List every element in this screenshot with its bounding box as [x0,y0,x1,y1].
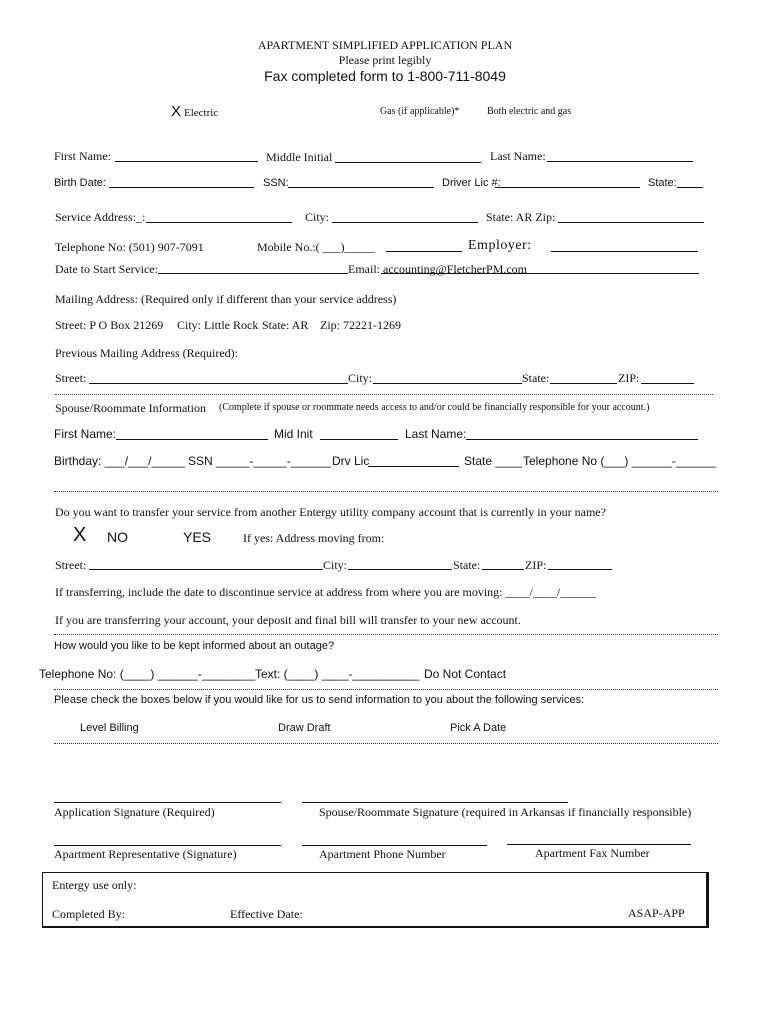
transfer-no-check-mark[interactable]: X [73,524,87,546]
employer-label: Employer: [468,238,532,253]
application-signature-line[interactable] [54,802,281,803]
effective-date-label: Effective Date: [230,907,303,921]
transfer-state-field[interactable] [482,569,524,570]
fax-instruction: Fax completed form to 1-800-711-8049 [264,68,506,84]
prev-zip-field[interactable] [641,383,694,384]
previous-mailing-heading: Previous Mailing Address (Required): [55,346,238,360]
prev-city-label: City: [348,371,373,385]
electric-option-label: Electric [184,107,219,119]
service-address-field[interactable] [146,222,292,223]
driver-lic-field[interactable] [495,187,640,188]
mailing-state: State: AR [262,318,309,332]
driver-lic-label: Driver Lic #: [442,177,501,189]
transfer-state-label: State: [453,558,481,572]
transfer-city-label: City: [323,558,348,572]
outage-do-not-contact-option[interactable]: Do Not Contact [424,667,507,681]
mobile-label: Mobile No.:( ___)_____ [257,240,375,254]
prev-state-label: State: [522,371,550,385]
transfer-discontinue-date[interactable]: If transferring, include the date to discontinue service at address from where you are moving: ____/____/______ [55,585,597,599]
draw-draft-option[interactable]: Draw Draft [278,722,331,734]
prev-zip-label: ZIP: [618,371,640,385]
service-address-label: Service Address:_: [55,210,146,224]
electric-check-mark[interactable]: X [171,103,182,120]
spouse-telephone[interactable]: Telephone No (___) ______-______ [523,454,716,468]
transfer-deposit-note: If you are transferring your account, your deposit and final bill will transfer to your new account. [55,613,521,627]
spouse-mid-init-label: Mid Init [274,427,313,441]
apartment-fax-label: Apartment Fax Number [535,846,650,860]
application-signature-label: Application Signature (Required) [54,805,215,819]
state-zip-label: State: AR Zip: [486,210,556,224]
employer-field[interactable] [551,251,698,252]
apartment-phone-line[interactable] [302,845,487,846]
spouse-state[interactable]: State ____ [464,454,523,468]
outage-question: How would you like to be kept informed about an outage? [54,640,335,652]
level-billing-option[interactable]: Level Billing [80,722,139,734]
section-divider [55,394,713,395]
start-service-field[interactable] [158,273,348,274]
ssn-field[interactable] [288,187,434,188]
section-divider [54,689,718,690]
spouse-birthday[interactable]: Birthday: ___/___/_____ [54,454,185,468]
email-value: accounting@FletcherPM.com [383,262,528,276]
telephone-value: Telephone No: (501) 907-7091 [55,240,204,254]
city-label: City: [305,210,330,224]
gas-option-label: Gas (if applicable)* [380,106,460,117]
prev-city-field[interactable] [373,383,522,384]
transfer-no-label: NO [107,529,128,545]
spouse-signature-label: Spouse/Roommate Signature (required in Arkansas if financially responsible) [319,805,692,819]
transfer-if-yes-label: If yes: Address moving from: [243,531,385,545]
spouse-first-name-label: First Name: [54,427,117,441]
dl-state-label: State: [648,177,677,189]
form-title: APARTMENT SIMPLIFIED APPLICATION PLAN [257,38,513,52]
dl-state-field[interactable] [677,187,703,188]
first-name-field[interactable] [115,161,258,162]
start-service-label: Date to Start Service: [55,262,158,276]
section-divider [54,491,718,492]
box-border-accent [706,872,708,928]
spouse-last-name-field[interactable] [466,439,698,440]
box-border-accent [42,926,708,928]
zip-field[interactable] [558,222,704,223]
form-subtitle: Please print legibly [338,53,432,67]
first-name-label: First Name: [54,149,111,163]
both-option-label: Both electric and gas [487,106,572,117]
mailing-city: City: Little Rock [177,318,259,332]
mobile-field[interactable] [386,251,462,252]
outage-text-option[interactable]: Text: (____) ____-__________ [255,667,420,681]
section-divider [54,743,718,744]
middle-initial-field[interactable] [335,162,481,163]
transfer-yes-label: YES [183,529,212,545]
apartment-fax-line[interactable] [507,844,691,845]
services-instruction: Please check the boxes below if you would like for us to send information to you about the following services: [54,694,585,706]
transfer-zip-label: ZIP: [525,558,547,572]
entergy-use-only-heading: Entergy use only: [52,878,137,892]
mailing-heading: Mailing Address: (Required only if different than your service address) [55,292,397,306]
transfer-street-field[interactable] [89,569,323,570]
pick-a-date-option[interactable]: Pick A Date [450,722,507,734]
prev-street-field[interactable] [89,383,348,384]
representative-signature-line[interactable] [54,845,281,846]
spouse-drv-lic-field[interactable] [368,466,459,467]
outage-telephone-option[interactable]: Telephone No: (____) ______-________ [39,667,256,681]
completed-by-label: Completed By: [52,907,125,921]
last-name-label: Last Name: [490,149,546,163]
transfer-city-field[interactable] [348,569,452,570]
prev-state-field[interactable] [550,383,617,384]
spouse-signature-line[interactable] [302,802,568,803]
section-divider [54,634,718,635]
birth-date-field[interactable] [109,187,254,188]
middle-initial-label: Middle Initial [266,150,333,164]
spouse-heading: Spouse/Roommate Information [55,401,206,415]
form-code: ASAP-APP [628,906,685,920]
email-field[interactable] [381,273,699,274]
city-field[interactable] [332,222,478,223]
entergy-use-only-box [42,872,709,928]
apartment-phone-label: Apartment Phone Number [319,847,446,861]
spouse-note: (Complete if spouse or roommate needs access to and/or could be financially responsible for your account.) [219,402,650,413]
representative-signature-label: Apartment Representative (Signature) [54,847,237,861]
transfer-zip-field[interactable] [548,569,612,570]
spouse-first-name-field[interactable] [116,439,268,440]
spouse-last-name-label: Last Name: [405,427,467,441]
mailing-street: Street: P O Box 21269 [55,318,164,332]
email-label: Email: [348,262,380,276]
spouse-mid-init-field[interactable] [320,439,398,440]
transfer-question: Do you want to transfer your service from another Entergy utility company account that is currently in your name? [55,505,606,519]
spouse-ssn[interactable]: SSN _____-_____-______ [188,454,331,468]
prev-street-label: Street: [55,371,87,385]
transfer-street-label: Street: [55,558,87,572]
birth-date-label: Birth Date: [54,177,106,189]
mailing-zip: Zip: 72221-1269 [320,318,401,332]
spouse-drv-lic-label: Drv Lic [332,454,370,468]
last-name-field[interactable] [547,161,693,162]
ssn-label: SSN: [263,177,289,189]
